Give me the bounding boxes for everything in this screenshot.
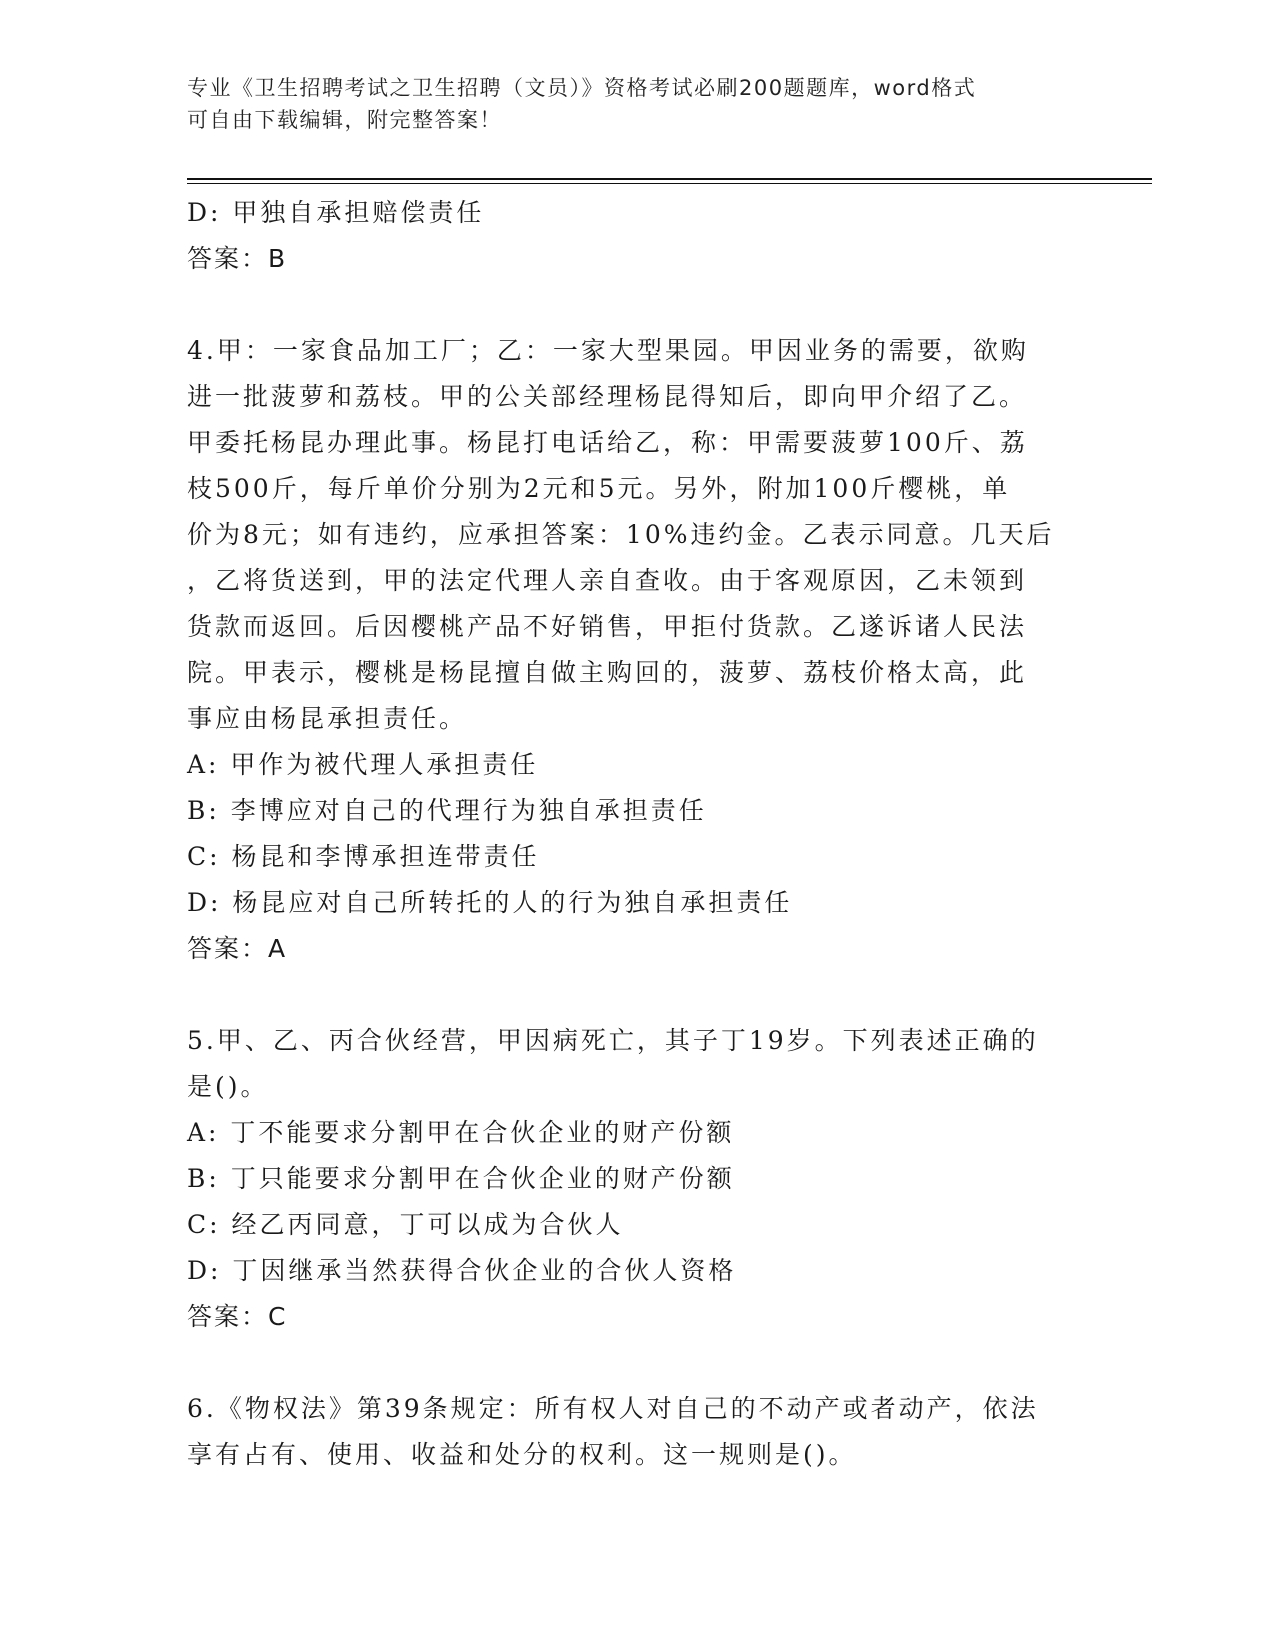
document-header	[187, 72, 1087, 136]
q5-stem-line: 5.甲、乙、丙合伙经营，甲因病死亡，其子丁19岁。下列表述正确的	[187, 1026, 1039, 1055]
spacer	[187, 1340, 1072, 1386]
q5-option-b: B: 丁只能要求分割甲在合伙企业的财产份额	[187, 1164, 735, 1193]
q4-stem-line: ，乙将货送到，甲的法定代理人亲自查收。由于客观原因，乙未领到	[187, 566, 1028, 595]
header-line-1: 专业《卫生招聘考试之卫生招聘（文员）》资格考试必刷200题题库，word格式	[187, 76, 977, 100]
q5-answer: 答案：C	[187, 1302, 288, 1331]
q5-option-a: A: 丁不能要求分割甲在合伙企业的财产份额	[187, 1118, 735, 1147]
q4-stem-line: 枝500斤，每斤单价分别为2元和5元。另外，附加100斤樱桃，单	[187, 474, 1011, 503]
q3-option-d: D: 甲独自承担赔偿责任	[187, 198, 485, 227]
q4-option-b: B: 李博应对自己的代理行为独自承担责任	[187, 796, 707, 825]
header-rule-thick	[187, 178, 1152, 180]
q4-stem-line: 4.甲：一家食品加工厂；乙：一家大型果园。甲因业务的需要，欲购	[187, 336, 1029, 365]
q6-stem-line: 享有占有、使用、收益和处分的权利。这一规则是()。	[187, 1440, 857, 1469]
question-6	[187, 1386, 1072, 1478]
q6-stem-line: 6.《物权法》第39条规定：所有权人对自己的不动产或者动产，依法	[187, 1394, 1039, 1423]
q4-stem-line: 进一批菠萝和荔枝。甲的公关部经理杨昆得知后，即向甲介绍了乙。	[187, 382, 1028, 411]
header-rule-thin	[187, 183, 1152, 184]
q4-stem-line: 甲委托杨昆办理此事。杨昆打电话给乙，称：甲需要菠萝100斤、荔	[187, 428, 1028, 457]
q4-stem-line: 院。甲表示，樱桃是杨昆擅自做主购回的，菠萝、荔枝价格太高，此	[187, 658, 1028, 687]
q4-stem-line: 价为8元；如有违约，应承担答案：10%违约金。乙表示同意。几天后	[187, 520, 1055, 549]
q4-stem-line: 事应由杨昆承担责任。	[187, 704, 468, 733]
spacer	[187, 282, 1072, 328]
q5-option-c: C: 经乙丙同意，丁可以成为合伙人	[187, 1210, 624, 1239]
document-body	[187, 190, 1072, 1478]
q3-answer: 答案：B	[187, 244, 288, 273]
header-line-2: 可自由下载编辑，附完整答案！	[187, 108, 502, 132]
q5-option-d: D: 丁因继承当然获得合伙企业的合伙人资格	[187, 1256, 737, 1285]
q4-option-a: A: 甲作为被代理人承担责任	[187, 750, 539, 779]
spacer	[187, 972, 1072, 1018]
q4-answer: 答案：A	[187, 934, 288, 963]
q5-stem-line: 是()。	[187, 1072, 269, 1101]
question-3-tail	[187, 190, 1072, 282]
q4-option-d: D: 杨昆应对自己所转托的人的行为独自承担责任	[187, 888, 793, 917]
question-4	[187, 328, 1072, 972]
q4-stem-line: 货款而返回。后因樱桃产品不好销售，甲拒付货款。乙遂诉诸人民法	[187, 612, 1028, 641]
q4-option-c: C: 杨昆和李博承担连带责任	[187, 842, 540, 871]
question-5	[187, 1018, 1072, 1340]
